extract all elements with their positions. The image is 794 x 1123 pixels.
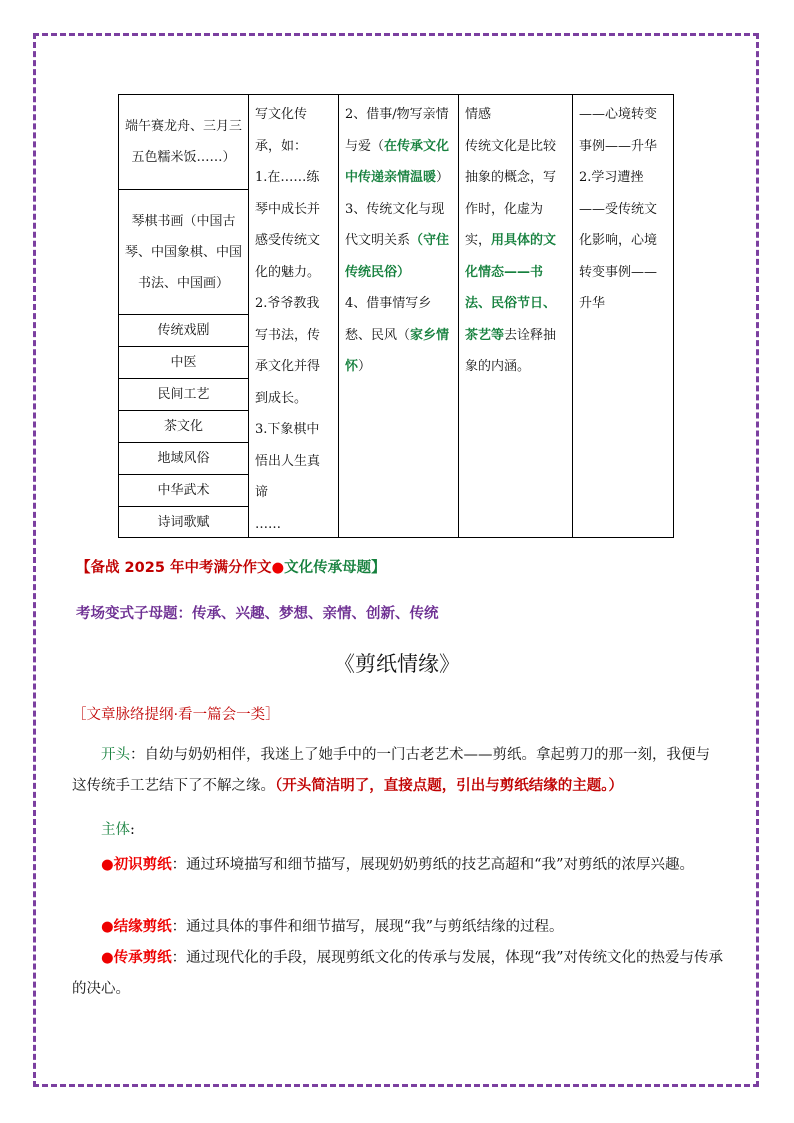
cell-text: 端午赛龙舟、三月三五色糯米饭……）	[125, 119, 243, 165]
text-line: 3.下象棋中悟出人生真谛	[255, 422, 321, 500]
text-run: 3、传统文化与现代文明关系	[345, 201, 445, 248]
section-text: ：通过现代化的手段，展现剪纸文化的传承与发展，体现“我”对传统文化的热爱与传承的决心。	[72, 950, 723, 997]
opening-paragraph	[72, 740, 724, 802]
body-heading	[72, 815, 724, 846]
highlight-text: 家乡情怀	[345, 327, 450, 374]
heading-text: 文化传承母题】	[284, 560, 386, 576]
section-title: 传承剪纸	[113, 950, 172, 966]
table-cell	[119, 315, 248, 347]
section-text: ：通过环境描写和细节描写，展现奶奶剪纸的技艺高超和“我”对剪纸的浓厚兴趣。	[171, 857, 694, 873]
table-cell	[119, 190, 248, 315]
section-item	[72, 943, 724, 1005]
bullet-icon: ●	[101, 950, 114, 966]
cell-text	[573, 95, 673, 324]
text-line: 情感	[465, 107, 492, 122]
table-cell	[119, 411, 248, 443]
cell-text: 琴棋书画（中国古琴、中国象棋、中国书法、中国画）	[125, 213, 243, 291]
text-run: 4、借事情写乡愁、民风（	[345, 296, 432, 343]
table-column-angles	[339, 95, 459, 537]
text-run: ）	[436, 170, 450, 185]
highlight-text: 用具体的文化情态——书法、民俗节日、茶艺等	[465, 233, 557, 343]
subheading: 考场变式子母题：传承、兴趣、梦想、亲情、创新、传统	[76, 606, 439, 622]
table-cell	[119, 379, 248, 411]
text-line: ——心境转变事例——升华	[579, 107, 658, 154]
opening-text: ：自幼与奶奶相伴，我迷上了她手中的一门古老艺术——剪纸。拿起剪刀的那一刻，我便与这传统手工艺结下了不解之缘。	[72, 747, 710, 794]
heading-text: 【备战 2025 年中考满分作文	[76, 560, 272, 576]
cell-text	[459, 95, 572, 387]
colon: :	[130, 822, 135, 838]
cell-text	[339, 95, 458, 387]
cell-text: 地域风俗	[157, 451, 210, 466]
text-line: 2.学习遭挫——受传统文化影响，心境转变事例——升华	[579, 170, 658, 311]
cell-text: 中医	[170, 355, 197, 370]
text-line: 写文化传承，如：	[255, 107, 308, 154]
bullet-icon: ●	[101, 857, 114, 873]
section-heading	[76, 556, 386, 577]
text-line: 1.在……练琴中成长并感受传统文化的魅力。	[255, 170, 321, 280]
highlight-text: 在传承文化中传递亲情温暖	[345, 138, 450, 185]
opening-label: 开头	[101, 747, 130, 763]
cell-text: 茶文化	[163, 419, 203, 434]
section-title: 初识剪纸	[113, 857, 172, 873]
cell-text: 中华武术	[157, 483, 210, 498]
text-line	[345, 194, 452, 289]
section-text: ：通过具体的事件和细节描写，展现“我”与剪纸结缘的过程。	[171, 919, 564, 935]
cell-text: 诗词歌赋	[157, 514, 210, 530]
text-run: 传统文化是比较抽象的概念，写作时，化虚为实，	[465, 138, 557, 248]
cell-text	[249, 95, 338, 544]
text-line: ……	[255, 516, 281, 532]
section-item	[72, 912, 724, 943]
table-column-structure	[573, 95, 673, 537]
text-run: ）	[358, 359, 372, 374]
table-cell	[119, 443, 248, 475]
outline-table	[118, 94, 674, 538]
text-line	[345, 99, 452, 194]
text-run: 2、借事/物写亲情与爱（	[345, 107, 449, 154]
table-cell	[119, 347, 248, 379]
section-item	[72, 850, 724, 881]
opening-note: （开头简洁明了，直接点题，引出与剪纸结缘的主题。）	[275, 778, 623, 794]
cell-text: 民间工艺	[157, 387, 210, 402]
table-column-examples	[249, 95, 339, 537]
table-column-topics	[119, 95, 249, 537]
table-cell	[119, 475, 248, 507]
text-line	[465, 131, 566, 383]
section-title: 结缘剪纸	[113, 919, 172, 935]
outline-label: ［文章脉络提纲·看一篇会一类］	[72, 707, 280, 723]
text-line	[345, 288, 452, 383]
table-cell	[119, 507, 248, 537]
text-run: 去诠释抽象的内涵。	[465, 327, 557, 374]
highlight-text: （守住传统民俗）	[345, 233, 450, 280]
table-cell	[119, 95, 248, 190]
table-column-emotion	[459, 95, 573, 537]
cell-text: 传统戏剧	[157, 323, 210, 338]
essay-title: 《剪纸情缘》	[334, 652, 460, 676]
text-line: 2.爷爷教我写书法，传承文化并得到成长。	[255, 296, 321, 406]
bullet-icon: ●	[101, 919, 114, 935]
body-label: 主体	[101, 822, 130, 838]
bullet-icon: ●	[271, 560, 285, 576]
